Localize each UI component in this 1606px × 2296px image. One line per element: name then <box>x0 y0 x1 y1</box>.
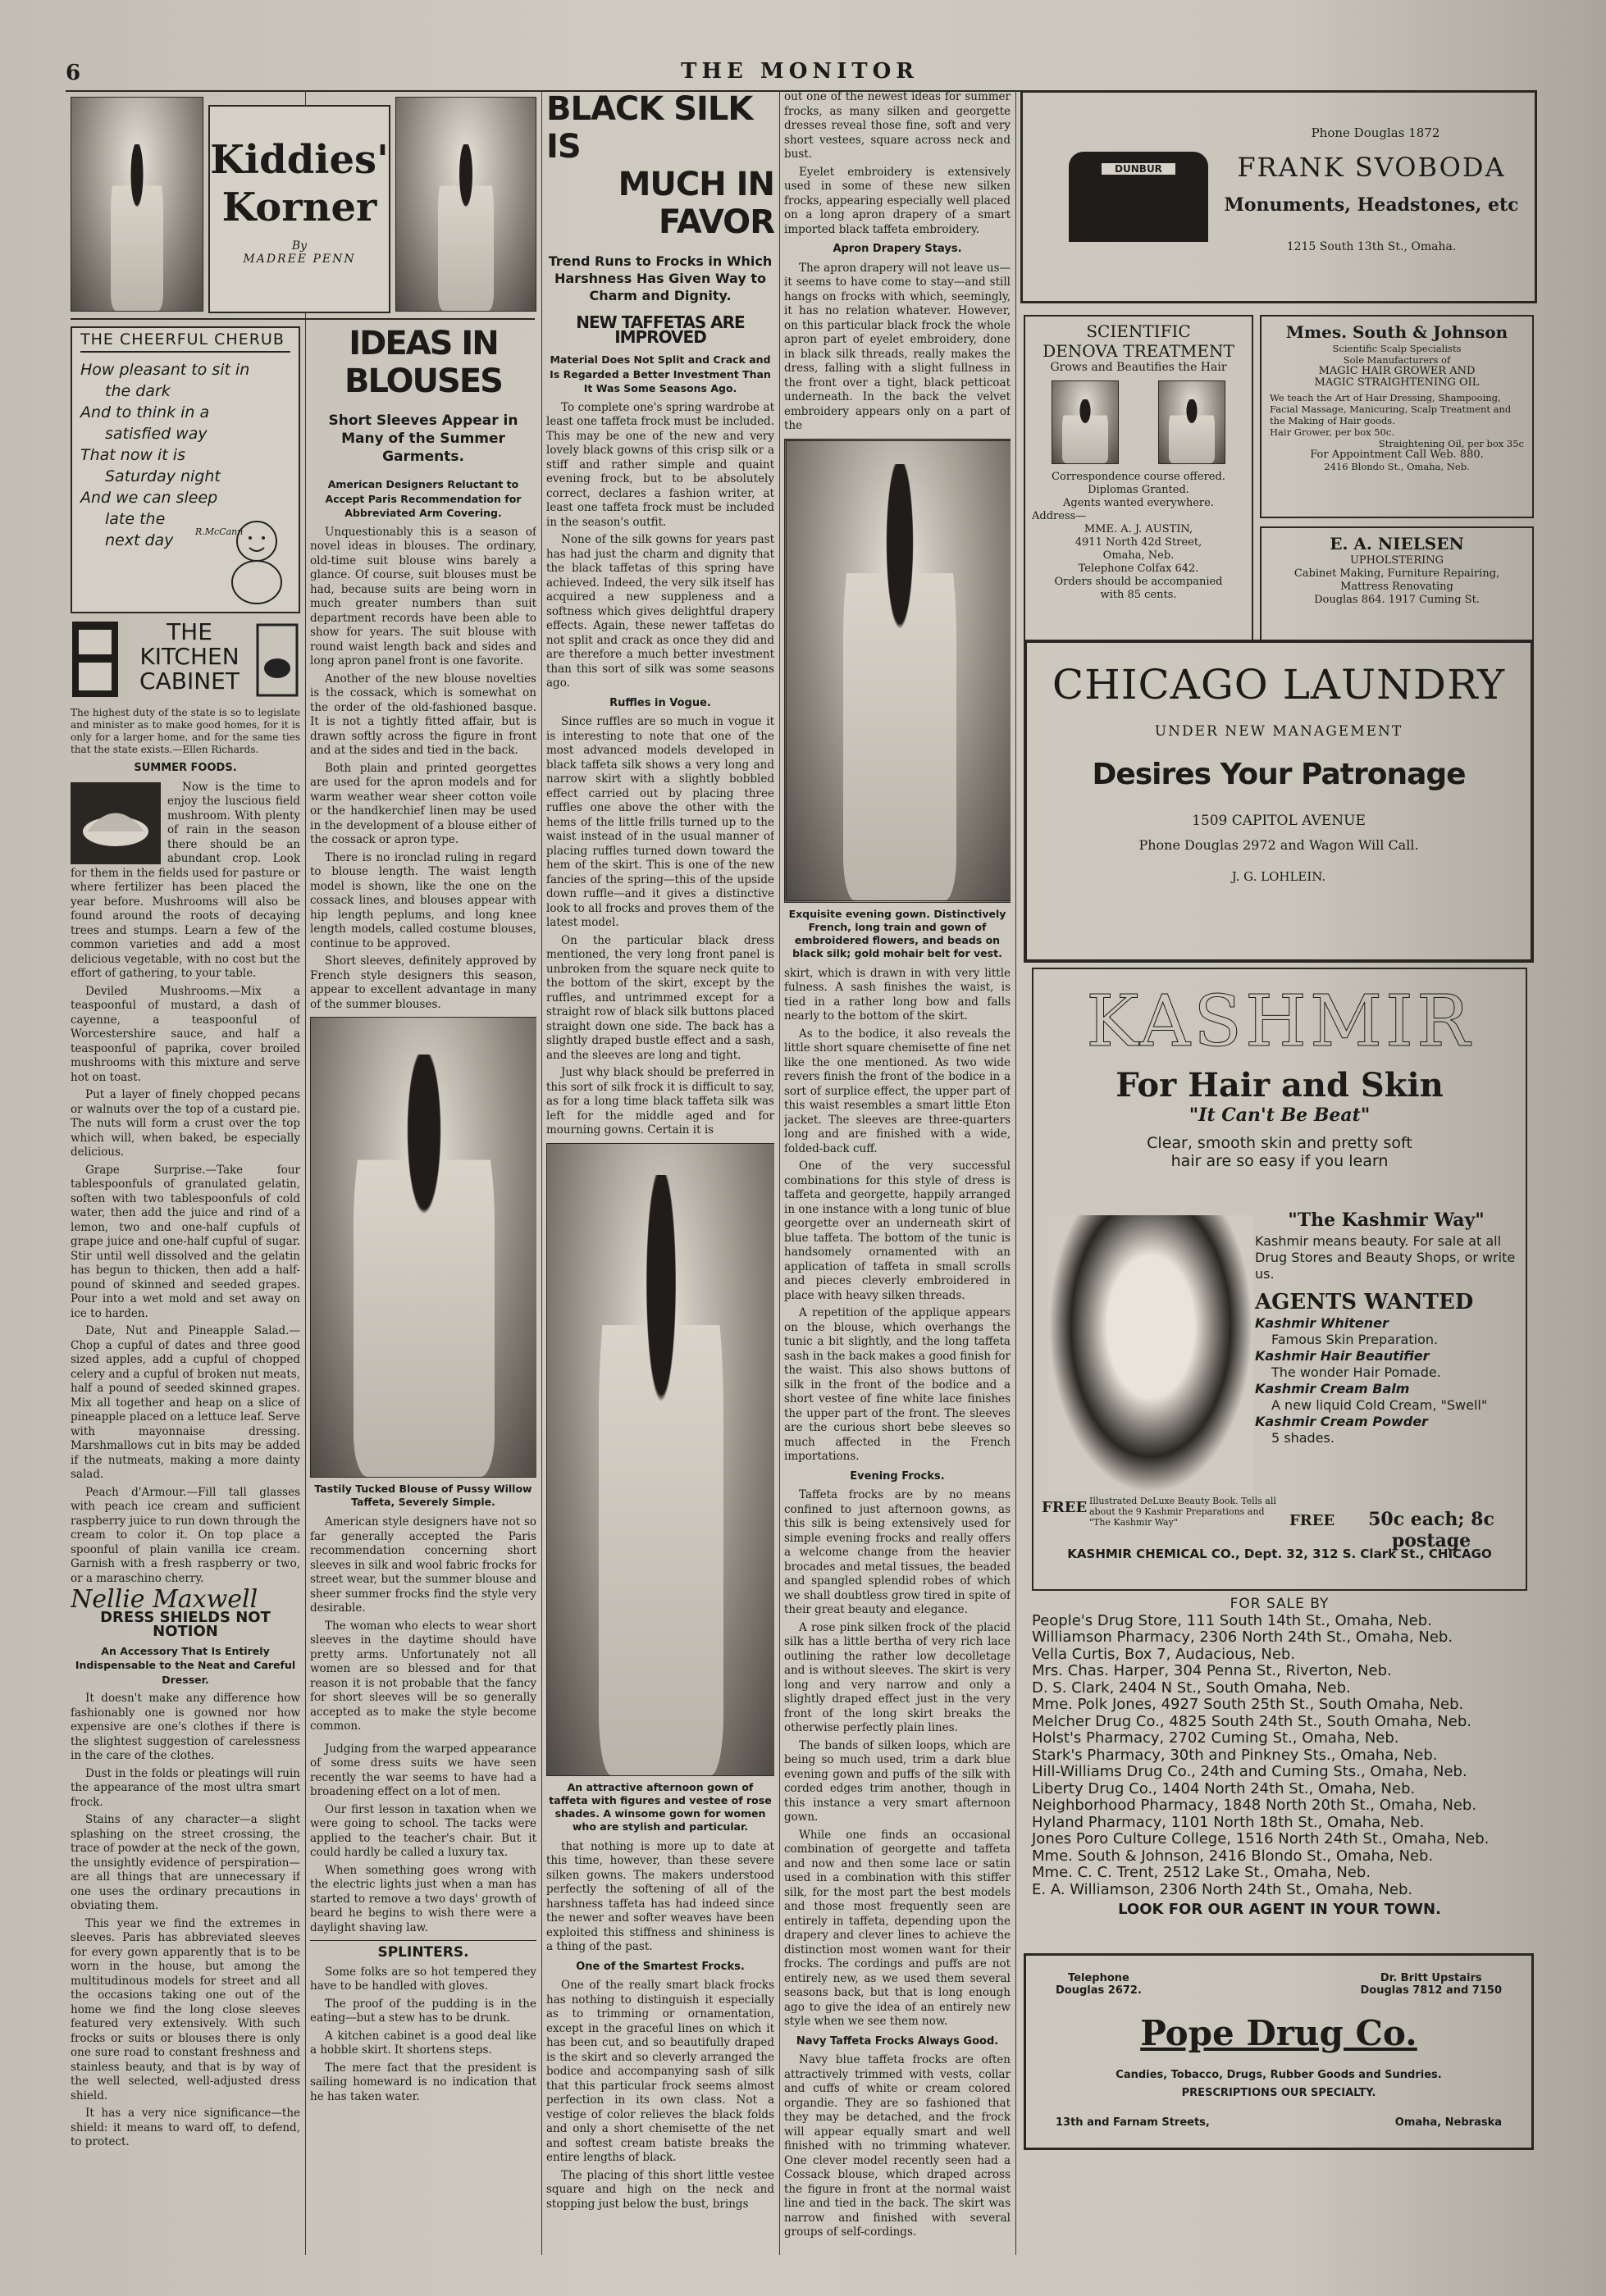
stone-label: DUNBUR <box>1102 163 1175 175</box>
blouses-sub2: American Designers Reluctant to Accept Paris Recommendation for Abbreviated Arm Covering. <box>325 478 522 519</box>
blouse-photo <box>310 1017 536 1478</box>
denova-line: MME. A. J. AUSTIN, <box>1084 523 1193 535</box>
pope-tel-1: Telephone <box>1068 1972 1129 1984</box>
nielsen-ad <box>1260 526 1534 643</box>
for-sale-line: Williamson Pharmacy, 2306 North 24th St., Omaha, Neb. <box>1032 1629 1453 1646</box>
splinter: The proof of the pudding is in the eating—but a stew has to be drunk. <box>310 1997 536 2025</box>
black-silk-paragraph: Since ruffles are so much in vogue it is interesting to note that one of the most advanced models developed in black taffeta silk shows a very long and narrow skirt with a slightly bobbled effect carried out by placing three ruffles one above the other with the hems of the little frills turned up to the waist instead of in the usual manner of placing ruffles turned down toward the hem of the skirt. This is one of the new fancies of the spring—this of the upside down ruffle—and it gives a distinctive look to all frocks and proves them of the latest model. <box>546 715 774 929</box>
kiddies-title-2: Korner <box>221 184 377 230</box>
sj-line: We teach the Art of Hair Dressing, Shampooing, Facial Massage, Manicuring, Scalp Treatment and the Making of Hair goods. <box>1270 392 1512 426</box>
dress-shields-paragraph: Stains of any character—a slight splashing on the street crossing, the trace of powder at the neck of the gown, the unsightly evidence of perspiration—are all things that are unnecessary if one uses the ordinary precautions in obviating them. <box>71 1813 300 1912</box>
kitchen-signature: Nellie Maxwell <box>71 1585 258 1614</box>
kashmir-product-desc: 5 shades. <box>1271 1430 1335 1446</box>
taffetas-sub: Material Does Not Split and Crack and Is Regarded a Better Investment Than It Was Some Seasons Ago. <box>550 353 771 394</box>
filler-paragraph: When something goes wrong with the electric lights just when a man has started to remove a two days' growth of beard he begins to wish there were a daylight shaving law. <box>310 1863 536 1934</box>
blouses-paragraph: Another of the new blouse novelties is the cossack, which is somewhat on the order of the old-fashioned basque. It is not a tightly fitted affair, but is drawn softly across the figure in front and at the sides and tied in the back. <box>310 672 536 757</box>
filler-paragraph: Our first lesson in taxation when we were going to school. The tacks were applied to the teacher's chair. But it could hardly be called a luxury tax. <box>310 1802 536 1859</box>
kashmir-price: 50c each; 8c postage <box>1368 1509 1494 1551</box>
for-sale-line: Mme. C. C. Trent, 2512 Lake St., Omaha, Neb. <box>1032 1864 1371 1881</box>
denova-line: Omaha, Neb. <box>1102 549 1175 562</box>
verse-line: And we can sleep <box>80 488 218 507</box>
black-silk-head-2: MUCH IN FAVOR <box>618 166 774 241</box>
column-4 <box>784 90 1011 2247</box>
kashmir-slogan: "It Can't Be Beat" <box>1189 1105 1371 1126</box>
verse-line: the dark <box>105 381 171 400</box>
sj-line: Hair Grower, per box 50c. <box>1270 426 1394 438</box>
blouse-caption: Tastily Tucked Blouse of Pussy Willow Taffeta, Severely Simple. <box>314 1483 532 1508</box>
splinters-head: SPLINTERS. <box>310 1940 536 1961</box>
sj-head: Mmes. South & Johnson <box>1285 322 1508 342</box>
apron-head: Apron Drapery Stays. <box>833 243 962 255</box>
verse-line: late the <box>105 509 166 528</box>
for-sale-line: Jones Poro Culture College, 1516 North 24th St., Omaha, Neb. <box>1032 1830 1490 1847</box>
splinter: The mere fact that the president is sailing homeward is no indication that he has taken water. <box>310 2061 536 2103</box>
col4-paragraph: The apron drapery will not leave us—it seems to have come to stay—and still hangs on frocks with which, seemingly, it has no relation whatever. However, on this particular black frock the whole apron part of eyelet embroidery, done in black silk threads, really makes the dress, falling with a slight fullness in the front over a tight, black petticoat underneath. In the back the velvet embroidery appears only on a part of the <box>784 261 1011 432</box>
kiddies-photo-right <box>395 97 536 312</box>
kashmir-line1: Clear, smooth skin and pretty soft <box>1147 1134 1412 1152</box>
cheerful-cherub-panel <box>71 326 300 613</box>
column-1 <box>71 97 300 2245</box>
blouses-head: IDEAS IN BLOUSES <box>344 325 502 400</box>
denova-head-1: SCIENTIFIC <box>1086 321 1191 341</box>
svoboda-ad <box>1020 90 1537 303</box>
blouses-paragraph: American style designers have not so far generally accepted the Paris recommendation concerning short sleeves in silk and wool fabric frocks for street wear, but the summer blouse and sheer summer frocks find the style very desirable. <box>310 1515 536 1615</box>
black-silk-paragraph: Just why black should be preferred in this sort of silk frock it is difficult to say, as for a long time black taffeta silk was left for the middle aged and for mourning gowns. Certain it is <box>546 1066 774 1137</box>
kashmir-product: Kashmir Cream Balm <box>1255 1381 1410 1396</box>
for-sale-line: Mme. Polk Jones, 4927 South 25th St., South Omaha, Neb. <box>1032 1696 1464 1713</box>
denova-sub: Grows and Beautifies the Hair <box>1050 361 1227 374</box>
kashmir-logo: KASHMIR <box>1086 981 1473 1063</box>
verse-line: And to think in a <box>80 403 210 421</box>
column-rule <box>779 90 780 2255</box>
kitchen-cabinet-icon <box>71 620 120 699</box>
kashmir-head: For Hair and Skin <box>1116 1066 1444 1105</box>
mushroom-illustration-icon <box>71 782 161 864</box>
kashmir-ad <box>1032 968 1527 1591</box>
for-sale-line: Hyland Pharmacy, 1101 North 18th St., Omaha, Neb. <box>1032 1813 1425 1831</box>
kitchen-paragraph: Now is the time to enjoy the luscious field mushroom. With plenty of rain in the season there should be an abundant crop. Look for them in the fields used for pasture or where fertilizer has been placed the year before. Mushrooms will also be found around the roots of decaying trees and stumps. Learn a few of the common varieties and add a most delicious vegetable, with no cost but the effort of gathering, to your table. <box>71 780 300 980</box>
navy-head: Navy Taffeta Frocks Always Good. <box>796 2034 999 2048</box>
nielsen-line: UPHOLSTERING <box>1349 554 1444 567</box>
sj-line: Sole Manufacturers of <box>1343 354 1451 366</box>
denova-line: Address— <box>1032 510 1087 522</box>
svoboda-address: 1215 South 13th St., Omaha. <box>1286 240 1457 253</box>
kashmir-agents: AGENTS WANTED <box>1255 1290 1474 1314</box>
sj-line: MAGIC STRAIGHTENING OIL <box>1314 376 1480 389</box>
blouses-paragraph: The woman who elects to wear short sleeves in the daytime should have pretty arms. Unfortunately not all women are so blessed and for that reason it is not probable that the fancy for short sleeves will be so generally accepted as to make the style become common. <box>310 1619 536 1733</box>
headstone-icon <box>1069 152 1208 242</box>
for-sale-footer: LOOK FOR OUR AGENT IN YOUR TOWN. <box>1118 1901 1441 1918</box>
afternoon-gown-caption: An attractive afternoon gown of taffeta with figures and vestee of rose shades. A winsome gown for women who are stylish and particular. <box>549 1780 772 1833</box>
blouses-sub: Short Sleeves Appear in Many of the Summer Garments. <box>328 412 518 465</box>
denova-line: Orders should be accompanied <box>1054 576 1223 588</box>
pope-line: Candies, Tobacco, Drugs, Rubber Goods and Sundries. <box>1116 2069 1442 2081</box>
kiddies-photo-left <box>71 97 203 312</box>
svoboda-phone: Phone Douglas 1872 <box>1311 125 1440 140</box>
nielsen-line: Cabinet Making, Furniture Repairing, Mattress Renovating <box>1293 567 1500 593</box>
for-sale-line: Stark's Pharmacy, 30th and Pinkney Sts., Omaha, Neb. <box>1032 1746 1438 1764</box>
denova-portraits <box>1032 380 1245 464</box>
smartest-head: One of the Smartest Frocks. <box>576 1960 745 1973</box>
kiddies-author: MADREE PENN <box>243 253 356 266</box>
verse-line: How pleasant to sit in <box>80 360 250 379</box>
col4-paragraph: Taffeta frocks are by no means confined to just afternoon gowns, as this silk is being extensively used for simple evening frocks and really offers a welcome change from the heavier brocades and metal tissues, the beaded and spangled splendid robes of which we shall doubtless grow tired in spite of their great beauty and elegance. <box>784 1488 1011 1616</box>
black-silk-sub: Trend Runs to Frocks in Which Harshness Has Given Way to Charm and Dignity. <box>548 253 773 303</box>
evening-head: Evening Frocks. <box>850 1469 945 1483</box>
ruffles-head: Ruffles in Vogue. <box>609 696 711 709</box>
denova-line: Diplomas Granted. <box>1088 484 1189 496</box>
evening-gown-photo <box>784 439 1011 903</box>
kitchen-cabinet-banner <box>71 620 300 702</box>
svoboda-name: FRANK SVOBODA <box>1237 152 1506 183</box>
verse-line: Saturday night <box>105 467 221 485</box>
sj-line: Scientific Scalp Specialists <box>1332 343 1462 354</box>
for-sale-head: FOR SALE BY <box>1230 1596 1330 1612</box>
kashmir-company: KASHMIR CHEMICAL CO., Dept. 32, 312 S. Clark St., CHICAGO <box>1067 1547 1492 1561</box>
kitchen-paragraph: Peach d'Armour.—Fill tall glasses with peach ice cream and sufficient raspberry juice to run down through the cream to color it. On top place a spoonful of plain vanilla ice cream. Garnish with a fresh raspberry or two, or a maraschino cherry. <box>71 1485 300 1585</box>
for-sale-line: Melcher Drug Co., 4825 South 24th St., South Omaha, Neb. <box>1032 1712 1471 1730</box>
svoboda-line: Monuments, Headstones, etc <box>1224 194 1519 216</box>
kashmir-portrait <box>1048 1215 1253 1494</box>
kashmir-product: Kashmir Cream Powder <box>1255 1414 1428 1429</box>
south-johnson-ad <box>1260 315 1534 518</box>
column-rule <box>1015 90 1016 2255</box>
denova-line: 4911 North 42d Street, <box>1074 536 1202 549</box>
for-sale-line: D. S. Clark, 2404 N St., South Omaha, Neb. <box>1032 1679 1351 1697</box>
for-sale-line: Vella Curtis, Box 7, Audacious, Neb. <box>1032 1645 1296 1663</box>
pope-spec: PRESCRIPTIONS OUR SPECIALTY. <box>1181 2087 1376 2099</box>
kiddies-korner-banner <box>71 97 535 320</box>
nielsen-head: E. A. NIELSEN <box>1330 534 1464 554</box>
kiddies-by: By <box>291 239 308 253</box>
denova-line: Correspondence course offered. <box>1052 471 1225 483</box>
sj-line: Straightening Oil, per box 35c <box>1378 438 1524 449</box>
for-sale-line: People's Drug Store, 111 South 14th St., Omaha, Neb. <box>1032 1611 1432 1629</box>
kashmir-product-desc: The wonder Hair Pomade. <box>1271 1364 1441 1380</box>
for-sale-line: Holst's Pharmacy, 2702 Cuming St., Omaha, Neb. <box>1032 1729 1399 1747</box>
summer-foods-head: SUMMER FOODS. <box>134 762 237 774</box>
col4-paragraph: skirt, which is drawn in with very little fulness. A sash finishes the waist, is tied in a rather long bow and falls nearly to the bottom of the skirt. <box>784 966 1011 1023</box>
pope-addr-right: Omaha, Nebraska <box>1394 2116 1502 2129</box>
for-sale-line: Liberty Drug Co., 1404 North 24th St., Omaha, Neb. <box>1032 1779 1416 1797</box>
kashmir-free-1: FREE <box>1042 1499 1088 1516</box>
blouses-paragraph: There is no ironclad ruling in regard to blouse length. The waist length model is shown, like the one on the cossack lines, and blouses appear with hip length peplums, and long knee length models, called costume blouses, continue to be approved. <box>310 850 536 950</box>
sj-line: MAGIC HAIR GROWER AND <box>1318 365 1476 377</box>
kashmir-line2: hair are so easy if you learn <box>1170 1152 1389 1170</box>
kashmir-product-desc: Famous Skin Preparation. <box>1271 1332 1439 1347</box>
page-header <box>66 57 1534 92</box>
pope-dr-1: Dr. Britt Upstairs <box>1380 1972 1482 1984</box>
kashmir-way-text: Kashmir means beauty. For sale at all Drug Stores and Beauty Shops, or write us. <box>1255 1233 1516 1282</box>
for-sale-line: Hill-Williams Drug Co., 24th and Cuming Sts., Omaha, Neb. <box>1032 1763 1467 1780</box>
dress-shields-head: DRESS SHIELDS NOT NOTION <box>100 1608 271 1640</box>
kitchen-paragraph: Deviled Mushrooms.—Mix a teaspoonful of mustard, a dash of cayenne, a teaspoonful of Worcestershire sauce, and half a teaspoonful of paprika, cover broiled mushrooms with this mixture and serve hot on toast. <box>71 984 300 1084</box>
kc-title-2: KITCHEN <box>139 643 240 670</box>
dress-shields-sub: An Accessory That Is Entirely Indispensable to the Neat and Careful Dresser. <box>75 1644 296 1686</box>
col4-paragraph: Navy blue taffeta frocks are often attractively trimmed with vests, collar and cuffs of white or cream colored organdie. They are so fashioned that they may be detached, and the frock will appear equally smart and well finished with no trimming whatever. One clever model recently seen had a Cossack blouse, which draped across the figure in front at the normal waist line and tied in the back. The skirt was narrow and finished with several groups of self-cordings. <box>784 2053 1011 2239</box>
pope-name: Pope Drug Co. <box>1140 2013 1417 2053</box>
laundry-sub: UNDER NEW MANAGEMENT <box>1154 723 1403 740</box>
for-sale-list <box>1032 1596 1527 1919</box>
verse-line: next day <box>105 531 174 549</box>
laundry-head: CHICAGO LAUNDRY <box>1052 661 1506 708</box>
col4-paragraph: While one finds an occasional combination of georgette and taffeta and now and then some lace or satin used in a combination with this stiffer silk, for the most part the best models and those most frequently seen are entirely in taffeta, depending upon the drapery and clever lines to achieve the distinction most women want for their frocks. The cordings and puffs are not entirely new, as we used them several seasons back, but that is long enough ago to give the idea of an entirely new style when we see them now. <box>784 1828 1011 2028</box>
col4-paragraph: The bands of silken loops, which are being so much used, trim a dark blue evening gown and puffs of the silk with corded edges trim another, though in this instance a very smart afternoon gown. <box>784 1738 1011 1824</box>
col4-paragraph: One of the very successful combinations for this style of dress is taffeta and georgette, happily arranged in one instance with a long tunic of blue georgette over an underneath skirt of blue taffeta. The bottom of the tunic is handsomely ornamented with an application of taffeta in small scrolls and pieces cleverly embroidered in place with heavy silken threads. <box>784 1159 1011 1302</box>
kitchen-paragraph: Date, Nut and Pineapple Salad.—Chop a cupful of dates and three good sized apples, add a cupful of chopped celery and a cupful of broken nut meats, half a pound of seeded skinned grapes. Mix all together and heap on a slice of pineapple placed on a lettuce leaf. Serve with mayonnaise dressing. Marshmallows cut in bits may be added if the nutmeats, making a more dainty salad. <box>71 1324 300 1481</box>
filler-paragraph: Judging from the warped appearance of some dress suits we have seen recently the war seems to have had a broadening effect on a lot of men. <box>310 1742 536 1798</box>
pope-addr-left: 13th and Farnam Streets, <box>1056 2116 1210 2129</box>
dress-shields-paragraph: It has a very nice significance—the shield: it means to ward off, to defend, to protect. <box>71 2107 300 2148</box>
kashmir-product: Kashmir Whitener <box>1255 1315 1389 1331</box>
laundry-phone: Phone Douglas 2972 and Wagon Will Call. <box>1138 837 1419 853</box>
teapot-icon <box>254 623 300 697</box>
denova-line: Telephone Colfax 642. <box>1078 563 1199 575</box>
blouses-paragraph: Both plain and printed georgettes are used for the apron models and for warm weather wear sheer cotton voile or the handkerchief linen may be used in the development of a blouse either of the cossack or apron type. <box>310 761 536 846</box>
pope-dr <box>1360 1972 1502 1997</box>
verse-line: That now it is <box>80 445 185 464</box>
black-silk-paragraph: To complete one's spring wardrobe at least one taffeta frock must be included. This may be one of the new and very lovely black gowns of this crisp silk or a stiff and rather simple and quaint evening frock, but to be absolutely correct, declares a fashion writer, at least one taffeta frock must be included in the season's outfit. <box>546 400 774 529</box>
for-sale-line: Neighborhood Pharmacy, 1848 North 20th St., Omaha, Neb. <box>1032 1797 1477 1814</box>
col4-paragraph: A rose pink silken frock of the placid silk has a little bertha of very rich lace outlining the rather low decolletage and is without sleeves. The skirt is very long and very narrow and only a slightly draped effect just in the very front of the long skirt breaks the otherwise perfectly plain lines. <box>784 1620 1011 1734</box>
black-silk-paragraph: that nothing is more up to date at this time, however, than these severe silken gowns. The makers understood perfectly the softening of all of the harshness taffeta has had indeed since the newer and softer weaves have been exploited this stiffness and shininess is a thing of the past. <box>546 1839 774 1953</box>
dress-shields-paragraph: Dust in the folds or pleatings will ruin the appearance of the most ultra smart frock. <box>71 1766 300 1809</box>
denova-line: with 85 cents. <box>1100 589 1177 601</box>
laundry-owner: J. G. LOHLEIN. <box>1231 869 1326 884</box>
sj-line: For Appointment Call Web. 880. <box>1310 449 1484 461</box>
column-rule <box>541 90 542 2255</box>
column-rule <box>305 90 306 2255</box>
pope-tel-2: Douglas 2672. <box>1056 1984 1142 1997</box>
black-silk-paragraph: One of the really smart black frocks has nothing to distinguish it especially as to trimming or ornamentation, except in the graceful lines on which it has been cut, and so beautifully draped is the skirt and so cleverly arranged the bodice and accompanying sash of silk that this particular frock seems almost perfection in its own class. Not a vestige of color relieves the black folds and only a short chemisette of the net and softest cream batiste breaks the entire lengths of black. <box>546 1979 774 2164</box>
kashmir-free-text: Illustrated DeLuxe Beauty Book. Tells all about the 9 Kashmir Preparations and "The Kashmir Way" <box>1089 1496 1276 1528</box>
for-sale-line: Mrs. Chas. Harper, 304 Penna St., Riverton, Neb. <box>1032 1662 1392 1679</box>
kashmir-product-desc: A new liquid Cold Cream, "Swell" <box>1271 1397 1488 1413</box>
kashmir-free-row <box>1042 1496 1517 1551</box>
kc-title-3: CABINET <box>139 667 240 695</box>
kiddies-title-block <box>208 105 390 313</box>
blouses-paragraph: Short sleeves, definitely approved by French style designers this season, appear to excellent advantage in many of the summer blouses. <box>310 954 536 1011</box>
laundry-ad <box>1024 640 1534 963</box>
kashmir-right-copy <box>1255 1212 1517 1446</box>
pope-dr-2: Douglas 7812 and 7150 <box>1360 1984 1502 1997</box>
taffetas-head: NEW TAFFETAS ARE IMPROVED <box>576 312 745 347</box>
splinter: A kitchen cabinet is a good deal like a hobble skirt. It shortens steps. <box>310 2029 536 2057</box>
kitchen-paragraph: Grape Surprise.—Take four tablespoonfuls of granulated gelatin, soften with two tablespoonfuls of cold water, then add the juice and rind of a lemon, two and one-half cupfuls of grape juice and one-half cupful of sugar. Stir until well dissolved and the gelatin has begun to thicken, then add a half-pound of skinned and seeded grapes. Pour into a wet mold and set away on ice to harden. <box>71 1163 300 1320</box>
kitchen-epigraph: The highest duty of the state is so to legislate and minister as to make good homes, for it is only for a larger home, and for the same ties that the state exists.—Ellen Richards. <box>71 707 300 755</box>
evening-gown-caption: Exquisite evening gown. Distinctively French, long train and gown of embroidered flowers, and beads on black silk; gold mohair belt for vest. <box>788 907 1006 959</box>
black-silk-paragraph: The placing of this short little vestee square and high on the neck and stopping just below the bust, brings <box>546 2168 774 2211</box>
kashmir-way: "The Kashmir Way" <box>1288 1210 1485 1231</box>
blouses-paragraph: Unquestionably this is a season of novel ideas in blouses. The ordinary, old-time suit blouse wins barely a glance. Of course, suit blouses must be had, because suits are being worn in much greater numbers than suit department records have been able to show for years. The suit blouse with round waist length back and sides and long apron panel front is one favorite. <box>310 525 536 667</box>
dress-shields-paragraph: This year we find the extremes in sleeves. Paris has abbreviated sleeves for every gown apparently that is to be worn in the house, but among the multitudinous models for street and all the occasions taking one out of the home we find the long close sleeves featured very extensively. With such frocks or suits or blouses there is only one sure road to constant freshness and stainless beauty, and that is by way of the well selected, well-adjusted dress shield. <box>71 1916 300 2102</box>
col4-paragraph: Eyelet embroidery is extensively used in some of these new silken frocks, appearing especially well placed on a long apron drapery of a smart imported black taffeta embroidery. <box>784 165 1011 236</box>
laundry-patronage: Desires Your Patronage <box>1092 758 1466 791</box>
dress-shields-paragraph: It doesn't make any difference how fashionably one is gowned nor how expensive are one's clothes if there is the slightest suggestion of carelessness in the care of the clothes. <box>71 1692 300 1762</box>
verse-line: satisfied way <box>105 424 208 443</box>
kiddies-title-1: Kiddies' <box>210 137 389 183</box>
cherub-drawing-icon <box>220 517 294 607</box>
denova-photo-after <box>1158 380 1225 464</box>
nielsen-line: Douglas 864. 1917 Cuming St. <box>1314 594 1480 606</box>
cherub-title: THE CHEERFUL CHERUB <box>80 333 290 353</box>
pope-tel <box>1056 1972 1142 1997</box>
column-3 <box>546 90 774 2247</box>
black-silk-paragraph: On the particular black dress mentioned, the very long front panel is unbroken from the square neck quite to the bottom of the skirt, except by the ruffles, and untrimmed except for a straight row of black silk buttons placed straight down one side. The back has a slightly draped bustle effect and a sash, and the sleeves are long and tight. <box>546 933 774 1062</box>
denova-ad <box>1024 315 1253 643</box>
column-2 <box>310 325 536 2244</box>
black-silk-paragraph: None of the silk gowns for years past has had just the charm and dignity that the black taffetas of this spring have achieved. Indeed, the very silk itself has acquired a new suppleness and a softness which gives delightful drapery effects. Again, these newer taffetas do not split and crack as once they did and are therefore a much better investment than this sort of silk was some seasons ago. <box>546 533 774 690</box>
black-silk-head-1: BLACK SILK IS <box>546 90 753 166</box>
laundry-address: 1509 CAPITOL AVENUE <box>1192 813 1366 829</box>
afternoon-gown-photo <box>546 1143 774 1776</box>
kitchen-cabinet-title <box>128 620 251 694</box>
kashmir-product: Kashmir Hair Beautifier <box>1255 1348 1430 1364</box>
for-sale-line: Mme. South & Johnson, 2416 Blondo St., Omaha, Neb. <box>1032 1847 1434 1865</box>
masthead: THE MONITOR <box>681 59 919 84</box>
splinter: Some folks are so hot tempered they have to be handled with gloves. <box>310 1965 536 1993</box>
denova-line: Agents wanted everywhere. <box>1063 497 1214 509</box>
col4-paragraph: out one of the newest ideas for summer frocks, as many silken and georgette dresses reveal those fine, soft and very short vestees, square across neck and bust. <box>784 90 1011 161</box>
kashmir-free-2: FREE <box>1289 1512 1335 1529</box>
col4-paragraph: A repetition of the applique appears on the blouse, which overhangs the tunic a bit slightly, and the long taffeta sash in the back makes a good finish for the waist. This also shows buttons of silk in the front of the bodice and a short vestee of fine white lace finishes the upper part of the front. The sleeves are the curious short bebe sleeves so much affected in the French importations. <box>784 1306 1011 1463</box>
denova-head-2: DENOVA TREATMENT <box>1043 341 1234 361</box>
cherub-signature: R.McCann <box>195 526 244 537</box>
kc-title-1: THE <box>167 618 212 645</box>
for-sale-line: E. A. Williamson, 2306 North 24th St., Omaha, Neb. <box>1032 1880 1413 1898</box>
page-number: 6 <box>66 61 81 85</box>
col4-paragraph: As to the bodice, it also reveals the little short square chemisette of fine net like the one mentioned. As two wide revers finish the front of the bodice in a sort of surplice effect, the upper part of this waist resembles a smart little Eton jacket. The sleeves are three-quarters long and are finished with a wide, folded-back cuff. <box>784 1027 1011 1155</box>
denova-photo-before <box>1052 380 1119 464</box>
sj-line: 2416 Blondo St., Omaha, Neb. <box>1324 461 1470 472</box>
kitchen-paragraph: Put a layer of finely chopped pecans or walnuts over the top of a custard pie. The nuts will form a crust over the top which will, when baked, be especially delicious. <box>71 1088 300 1159</box>
pope-drug-ad <box>1024 1953 1534 2150</box>
